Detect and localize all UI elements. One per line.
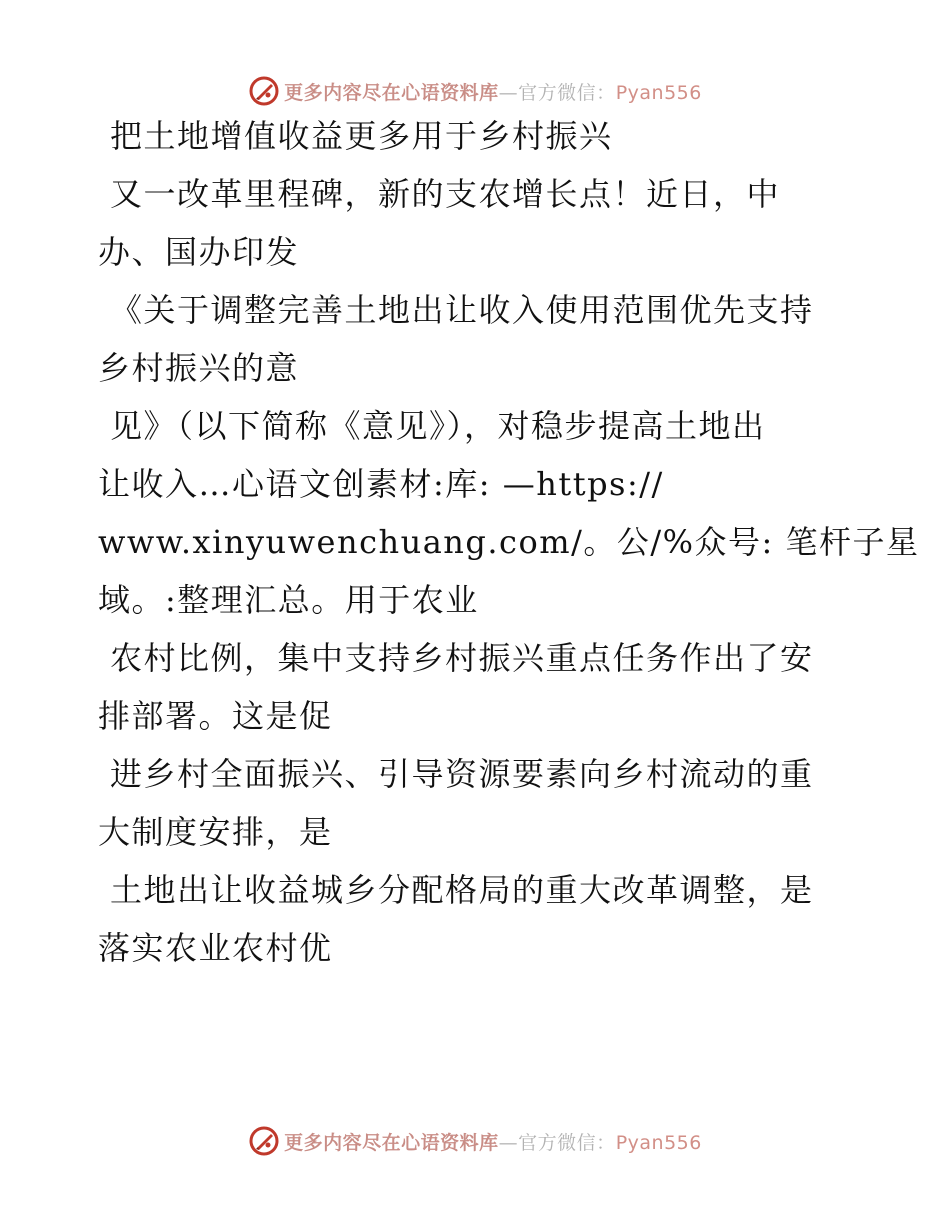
watermark-official: 官方微信： [518,81,616,104]
watermark-main: 更多内容尽在心语资料库 [284,1131,499,1154]
paragraph [98,291,838,387]
text-line: 落实农业农村优 [98,929,333,967]
text-line: 见》（以下简称《意见》），对稳步提高土地出 [110,407,766,445]
watermark-main: 更多内容尽在心语资料库 [284,81,499,104]
header-watermark-banner [0,71,950,111]
text-line: 农村比例，集中支持乡村振兴重点任务作出了安 [110,639,814,677]
text-line: 又一改革里程碑，新的支农增长点！近日，中 [110,175,781,213]
watermark-account: Pyan556 [615,81,702,104]
text-line: 进乡村全面振兴、引导资源要素向乡村流动的重 [110,755,814,793]
paragraph [98,117,838,155]
text-line: www.xinyuwenchuang.com/。公/%众号: 笔杆子星 [98,523,920,561]
document-title: 把土地增值收益更多用于乡村振兴 [110,117,613,155]
text-line: 《关于调整完善土地出让收入使用范围优先支持 [110,291,814,329]
text-line: 办、国办印发 [98,233,300,271]
document-body [98,117,920,967]
text-line: 乡村振兴的意 [98,349,300,387]
watermark-text [284,78,702,105]
paragraph [98,755,838,851]
text-line: 土地出让收益城乡分配格局的重大改革调整，是 [110,871,814,909]
watermark-text [284,1128,702,1155]
text-line: 排部署。这是促 [98,697,333,735]
paragraph [98,639,838,735]
watermark-account: Pyan556 [615,1131,702,1154]
quill-logo-icon [248,75,280,107]
paragraph [98,175,838,271]
paragraph [98,407,920,619]
footer-watermark-banner [0,1121,950,1161]
watermark-dash: — [498,81,519,104]
watermark-dash: — [498,1131,519,1154]
text-line: 让收入…心语文创素材:库: —https:// [98,465,664,503]
text-line: 大制度安排，是 [98,813,333,851]
text-line: 域。:整理汇总。用于农业 [98,581,479,619]
quill-logo-icon [248,1125,280,1157]
watermark-official: 官方微信： [518,1131,616,1154]
paragraph [98,871,838,967]
